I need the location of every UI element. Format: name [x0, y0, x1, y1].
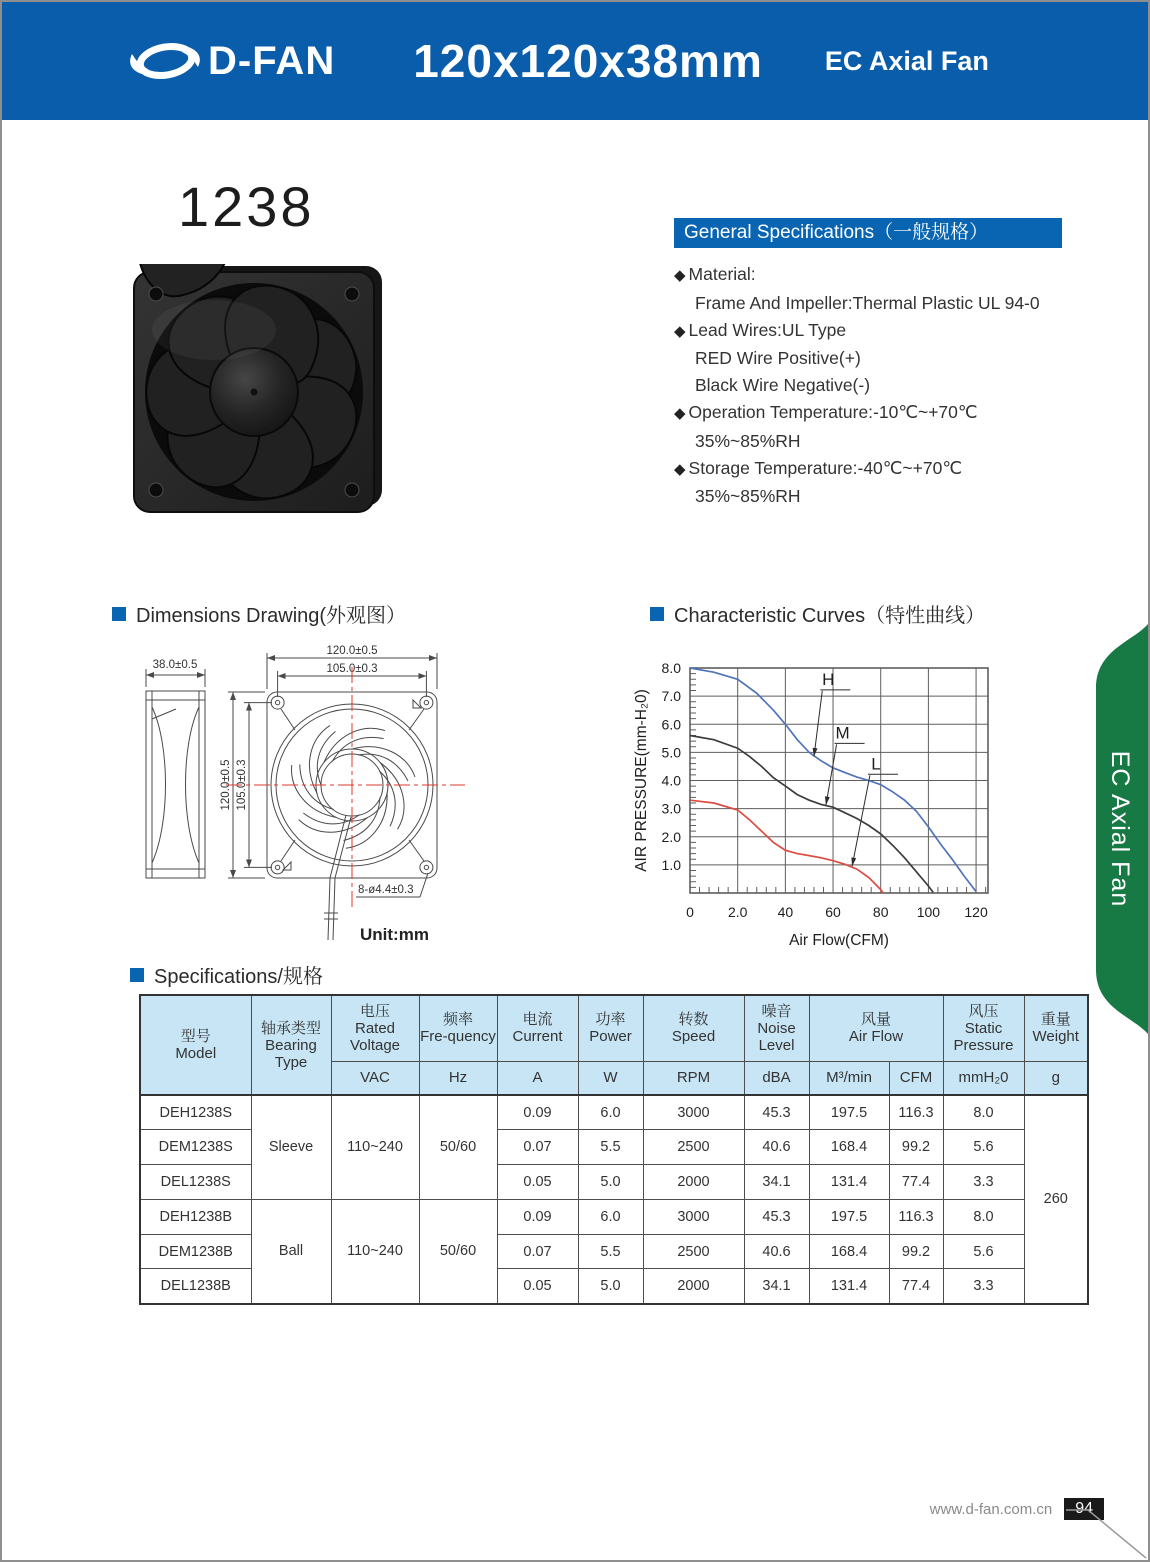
- cell-m3min: 131.4: [809, 1269, 889, 1304]
- cell-noise: 34.1: [744, 1269, 809, 1304]
- list-item: 35%~85%RH: [695, 486, 801, 507]
- list-item: ◆ Lead Wires:UL Type: [674, 319, 847, 340]
- cell-current: 0.05: [497, 1165, 578, 1200]
- cell-bearing: Sleeve: [251, 1095, 331, 1199]
- general-specifications: [674, 218, 1062, 510]
- cell-speed: 2000: [643, 1165, 744, 1200]
- svg-text:4.0: 4.0: [661, 772, 681, 789]
- footer-website: www.d-fan.com.cn: [929, 1500, 1053, 1518]
- section-bullet-icon: [650, 607, 664, 621]
- header-voltage: 电压 Rated Voltage: [331, 995, 419, 1061]
- cell-current: 0.07: [497, 1234, 578, 1269]
- dim-holes: 8-ø4.4±0.3: [358, 884, 414, 896]
- list-item: 35%~85%RH: [695, 430, 801, 451]
- cell-model: DEL1238B: [140, 1269, 251, 1304]
- cell-weight: 260: [1024, 1095, 1088, 1304]
- cell-power: 6.0: [578, 1095, 643, 1130]
- header-airflow: 风量 Air Flow: [809, 995, 943, 1061]
- cell-current: 0.09: [497, 1095, 578, 1130]
- dim-unit: Unit:mm: [360, 925, 429, 944]
- dim-width-holes: 105.0±0.3: [326, 663, 378, 675]
- cell-frequency: 50/60: [419, 1095, 497, 1199]
- list-item: RED Wire Positive(+): [695, 348, 861, 369]
- cell-m3min: 168.4: [809, 1130, 889, 1165]
- cell-model: DEH1238B: [140, 1199, 251, 1234]
- svg-text:100: 100: [916, 904, 941, 920]
- svg-text:6.0: 6.0: [661, 716, 681, 733]
- list-item: ◆ Storage Temperature:-40℃~+70℃: [674, 457, 962, 478]
- unit-current: A: [497, 1061, 578, 1095]
- diamond-bullet-icon: ◆: [674, 267, 686, 284]
- header-model: 型号 Model: [140, 995, 251, 1095]
- diamond-bullet-icon: ◆: [674, 404, 686, 422]
- list-item: ◆ Operation Temperature:-10℃~+70℃: [674, 401, 978, 422]
- cell-noise: 40.6: [744, 1234, 809, 1269]
- section-bullet-icon: [130, 968, 144, 982]
- unit-frequency: Hz: [419, 1061, 497, 1095]
- unit-power: W: [578, 1061, 643, 1095]
- dimensions-drawing: [120, 645, 465, 957]
- svg-text:H: H: [822, 669, 835, 689]
- svg-text:60: 60: [825, 904, 841, 920]
- cell-model: DEL1238S: [140, 1165, 251, 1200]
- header-speed: 转数 Speed: [643, 995, 744, 1061]
- unit-voltage: VAC: [331, 1061, 419, 1095]
- svg-text:L: L: [871, 754, 881, 774]
- svg-text:5.0: 5.0: [661, 744, 681, 761]
- brand-name: D-FAN: [208, 38, 336, 83]
- specifications-table: [139, 994, 1089, 1305]
- cell-pressure: 3.3: [943, 1269, 1024, 1304]
- cell-speed: 3000: [643, 1095, 744, 1130]
- unit-speed: RPM: [643, 1061, 744, 1095]
- svg-text:80: 80: [872, 904, 889, 920]
- cell-pressure: 3.3: [943, 1165, 1024, 1200]
- cell-model: DEH1238S: [140, 1095, 251, 1130]
- cell-power: 5.5: [578, 1130, 643, 1165]
- cell-model: DEM1238S: [140, 1130, 251, 1165]
- cell-model: DEM1238B: [140, 1234, 251, 1269]
- general-specifications-title: General Specifications（一般规格）: [674, 218, 1062, 248]
- list-item: ◆ Material:: [674, 264, 756, 284]
- table-row: [140, 1199, 1088, 1234]
- header-frequency: 频率 Fre-quency: [419, 995, 497, 1061]
- svg-text:8.0: 8.0: [661, 660, 681, 676]
- cell-speed: 2500: [643, 1130, 744, 1165]
- cell-power: 6.0: [578, 1199, 643, 1234]
- cell-m3min: 168.4: [809, 1234, 889, 1269]
- header-weight: 重量 Weight: [1024, 995, 1088, 1061]
- section-title-curves: Characteristic Curves（特性曲线）: [650, 599, 985, 628]
- product-size: 120x120x38mm: [413, 35, 763, 87]
- cell-current: 0.05: [497, 1269, 578, 1304]
- cell-bearing: Ball: [251, 1199, 331, 1303]
- product-type: EC Axial Fan: [824, 45, 989, 76]
- cell-frequency: 50/60: [419, 1199, 497, 1303]
- fan-product-image: [128, 264, 392, 521]
- cell-noise: 45.3: [744, 1095, 809, 1130]
- model-number-title: 1238: [178, 175, 315, 238]
- cell-speed: 2000: [643, 1269, 744, 1304]
- cell-cfm: 77.4: [889, 1269, 943, 1304]
- svg-text:40: 40: [777, 904, 794, 920]
- brand-logo: [128, 36, 335, 86]
- general-specifications-list: [674, 261, 1062, 510]
- header-noise: 噪音 Noise Level: [744, 995, 809, 1061]
- unit-noise: dBA: [744, 1061, 809, 1095]
- cell-voltage: 110~240: [331, 1199, 419, 1303]
- cell-m3min: 131.4: [809, 1165, 889, 1200]
- cell-cfm: 99.2: [889, 1234, 943, 1269]
- cell-m3min: 197.5: [809, 1095, 889, 1130]
- svg-text:0: 0: [686, 904, 694, 920]
- section-bullet-icon: [112, 607, 126, 621]
- unit-weight: g: [1024, 1061, 1088, 1095]
- unit-pressure: mmH₂0: [943, 1061, 1024, 1095]
- unit-airflow-cfm: CFM: [889, 1061, 943, 1095]
- cell-current: 0.07: [497, 1130, 578, 1165]
- cell-noise: 40.6: [744, 1130, 809, 1165]
- table-row: [140, 1095, 1088, 1130]
- cell-noise: 45.3: [744, 1199, 809, 1234]
- page-number: 94: [1064, 1498, 1104, 1520]
- svg-text:7.0: 7.0: [661, 688, 681, 705]
- unit-airflow-m3: M³/min: [809, 1061, 889, 1095]
- dim-height-outer: 120.0±0.5: [220, 759, 232, 811]
- list-item: Frame And Impeller:Thermal Plastic UL 94-0: [695, 292, 1040, 313]
- svg-text:AIR PRESSURE(mm-H₂0): AIR PRESSURE(mm-H₂0): [633, 689, 650, 872]
- header-pressure: 风压 Static Pressure: [943, 995, 1024, 1061]
- section-title-specifications: Specifications/规格: [130, 960, 323, 989]
- svg-text:120: 120: [964, 904, 988, 920]
- cell-cfm: 116.3: [889, 1095, 943, 1130]
- cell-power: 5.0: [578, 1165, 643, 1200]
- cell-power: 5.5: [578, 1234, 643, 1269]
- cell-speed: 2500: [643, 1234, 744, 1269]
- cell-current: 0.09: [497, 1199, 578, 1234]
- cell-speed: 3000: [643, 1199, 744, 1234]
- characteristic-curves-chart: [630, 638, 1030, 961]
- cell-voltage: 110~240: [331, 1095, 419, 1199]
- dim-height-holes: 105.0±0.3: [236, 759, 248, 811]
- svg-text:3.0: 3.0: [661, 800, 681, 817]
- cell-m3min: 197.5: [809, 1199, 889, 1234]
- svg-text:2.0: 2.0: [661, 828, 681, 845]
- cell-cfm: 77.4: [889, 1165, 943, 1200]
- list-item: Black Wire Negative(-): [695, 375, 871, 396]
- cell-noise: 34.1: [744, 1165, 809, 1200]
- cell-power: 5.0: [578, 1269, 643, 1304]
- dfan-swirl-logo-icon: [128, 36, 202, 86]
- table-header-row: [140, 995, 1088, 1061]
- cell-pressure: 5.6: [943, 1234, 1024, 1269]
- cell-pressure: 8.0: [943, 1199, 1024, 1234]
- header-banner: [2, 2, 1148, 120]
- svg-text:2.0: 2.0: [727, 904, 748, 920]
- cell-pressure: 5.6: [943, 1130, 1024, 1165]
- diamond-bullet-icon: ◆: [674, 460, 686, 478]
- section-title-dimensions: Dimensions Drawing(外观图）: [112, 599, 406, 628]
- header-current: 电流 Current: [497, 995, 578, 1061]
- diamond-bullet-icon: ◆: [674, 322, 686, 340]
- side-tab-label: EC Axial Fan: [1106, 750, 1134, 908]
- footer-corner-line: [1064, 1496, 1148, 1560]
- side-tab: [1082, 624, 1148, 1034]
- header-power: 功率 Power: [578, 995, 643, 1061]
- svg-text:Air Flow(CFM): Air Flow(CFM): [789, 932, 889, 949]
- cell-cfm: 99.2: [889, 1130, 943, 1165]
- header-bearing: 轴承类型 Bearing Type: [251, 995, 331, 1095]
- cell-pressure: 8.0: [943, 1095, 1024, 1130]
- dim-width-outer: 120.0±0.5: [326, 645, 378, 657]
- cell-cfm: 116.3: [889, 1199, 943, 1234]
- svg-text:1.0: 1.0: [661, 856, 681, 873]
- svg-text:M: M: [835, 723, 850, 743]
- dim-depth: 38.0±0.5: [152, 659, 198, 671]
